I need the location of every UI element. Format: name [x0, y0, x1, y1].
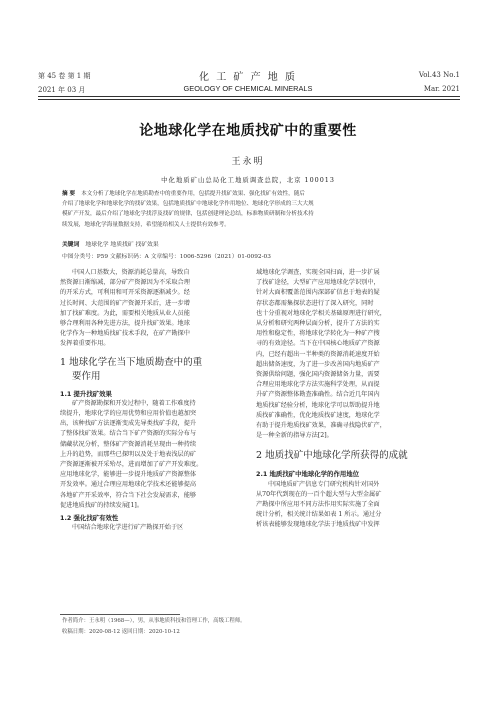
- paper-title: 论地球化学在地质找矿中的重要性: [139, 123, 357, 139]
- journal-volume: 第 45 卷 第 1 期: [38, 72, 91, 80]
- body-line: 产资源逐渐被开采殆尽，进而增加了矿产开发难度。: [60, 461, 203, 469]
- keywords-text: 地球化学 地质找矿 找矿效果: [85, 242, 159, 248]
- body-line: 寻的有效途径。当下在中国核心地质矿产资源: [256, 340, 380, 348]
- body-line: 上升的趋势，而那些已探明以及处于地表浅层的矿: [60, 450, 197, 458]
- body-line: 资源供给问题，强化国内资源储备力量，需要: [256, 371, 380, 379]
- right-column: [256, 268, 438, 531]
- subsection-heading-2-1: 2.1 地质找矿中地球化学的作用地位: [256, 470, 360, 479]
- journal-date-en: Mar. 2021: [423, 85, 460, 93]
- subsection-heading-1-2: 1.2 强化找矿有效性: [60, 514, 119, 523]
- body-line: 了找矿途径，大型矿产应用地球化学识别中，: [256, 279, 380, 287]
- body-line: 析该表能够发现地球化学法于地质找矿中发挥: [256, 521, 380, 529]
- body-line: 矿产资源勘探和开发过程中，随着工作难度持: [72, 399, 196, 407]
- body-line: 地质找矿经验分析，地球化学可以帮助提升地: [256, 401, 380, 409]
- section-heading-2: 2 地质找矿中地球化学所获得的成就: [256, 450, 408, 462]
- header-rule-thick: [38, 96, 460, 97]
- body-line: 是一种全新的指导方法[2]。: [256, 432, 333, 440]
- body-line: 统计分析，相关统计结果如表 1 所示。通过分: [256, 511, 382, 519]
- intro-line: 加了找矿难度。为此，需要相关地质从业人员能: [60, 309, 190, 317]
- header-rule-thin: [38, 99, 460, 100]
- body-line: 中国结合地球化学进行矿产勘探开始于区: [72, 524, 184, 532]
- footnote-author: 作者简介：王永明（1968—），男，从事地质科技和管理工作，高级工程师。: [62, 618, 246, 624]
- subsection-heading-1-1: 1.1 提升找矿效果: [60, 389, 112, 398]
- body-line: 开发效率。通过合理应用地球化学技术还能够提高: [60, 481, 197, 489]
- body-line: 应用地球化学，能够进一步提升地质矿产资源整体: [60, 471, 197, 479]
- body-line: 产勘探中所应用不同方法作用实际实施了全面: [256, 501, 380, 509]
- body-line: 超出储备速度，为了进一步改善国内地质矿产: [256, 360, 380, 368]
- body-line: 了整体找矿效果。结合当下矿产资源的实际分布与: [60, 430, 197, 438]
- abstract: [62, 189, 402, 230]
- journal-volume-en: Vol.43 No.1: [418, 71, 460, 79]
- body-line: 中国地质矿产信息专门研究机构针对国外: [268, 480, 380, 488]
- abstract-line: 续发展，地球化学海量数据支持，希望能给相关人士提供有效参考。: [62, 221, 230, 228]
- body-line: 内，已经有超出一半种类的资源消耗速度开始: [256, 350, 380, 358]
- body-line: 有助于提升地质找矿效果，准确寻找隐伏矿产，: [256, 422, 386, 430]
- author-affiliation: 中化地质矿山总局化工地质调查总院，北京 100013: [161, 176, 335, 184]
- body-line: 储藏状况分析，整体矿产资源消耗呈现由一种持续: [60, 440, 197, 448]
- body-line: 出，该种找矿方法逐渐变成先导类找矿手段，提升: [60, 420, 197, 428]
- intro-line: 发挥着重要作用。: [60, 340, 110, 348]
- body-line: 域地球化学调查，实现全国扫面，进一步扩展: [256, 269, 380, 276]
- classification-info: 中图分类号：P59 文献标识码：A 文章编号：1006-5296（2021）01-0092-03: [62, 254, 271, 260]
- body-line: 升矿产资源整体勘查准确性。结合近几年国内: [256, 391, 380, 399]
- intro-line: 中国人口基数大，资源消耗总量高，导致自: [72, 269, 190, 276]
- body-line: 续提升，地球化学的应用优势和应用价值也越加突: [60, 410, 197, 418]
- footnote-dates: 收稿日期：2020-08-12 返回日期：2020-10-12: [62, 629, 180, 635]
- footnote-rule: [60, 614, 180, 615]
- intro-line: 然资源日渐缩减，部分矿产资源因为不采取合理: [60, 279, 190, 287]
- intro-line: 过长时间、大范围的矿产资源开采后，进一步增: [60, 299, 190, 307]
- body-line: 从70年代到现在的一百个超大型与大型金属矿: [256, 490, 382, 498]
- body-line: 从分析和研究两种层面分析，提升了方法的实: [256, 320, 380, 328]
- body-line: 合理应用地球化学方法实施科学处理，从而提: [256, 381, 380, 389]
- body-line: 针对大面积覆盖范围内深部矿信息于地表的疑: [256, 289, 380, 297]
- author-name: 王永明: [231, 157, 265, 167]
- journal-name-cn: 化 工 矿 产 地 质: [199, 72, 297, 83]
- intro-line: 化学作为一种地质找矿技术手段，在矿产勘探中: [60, 330, 190, 338]
- keywords-label: 关键词: [62, 242, 80, 248]
- section-heading-1: 1 地球化学在当下地质勘查中的重: [60, 356, 203, 368]
- intro-line: 够合理利用各种先进方法，提升找矿效果。地球: [60, 320, 190, 328]
- body-line: 也十分重视对地球化学相关基础原理进行研究，: [256, 309, 386, 317]
- body-line: 存状态都需集探状态进行了深入研究，同时: [256, 299, 374, 307]
- abstract-label: 摘 要: [62, 191, 76, 197]
- left-column: [60, 268, 242, 533]
- body-line: 质找矿准确性，优化地质找矿速度，地球化学: [256, 411, 380, 419]
- keywords: [62, 239, 159, 248]
- abstract-line: 本文分析了地球化学在地质勘查中的重要作用，包括提升找矿效果、强化找矿有效性，随后: [81, 191, 305, 197]
- body-line: 各地矿产开采效率，符合当下社会发展需求，能够: [60, 491, 197, 499]
- section-heading-1-cont: 要作用: [72, 370, 101, 382]
- body-line: 促进地质找矿的持续发展[1]。: [60, 501, 144, 509]
- intro-line: 的开采方式，可利用和可开采资源逐渐减少。经: [60, 289, 190, 297]
- abstract-line: 模矿产开发，最后介绍了地球化学找浮及找矿的规律，包括创建理论总结，标准物质研制和分析技术持: [62, 211, 314, 218]
- abstract-line: 介绍了地球化学和地球化学的找矿效果，包括地质找矿中地球化学作用地位、地球化学形成的三大大规: [62, 201, 314, 208]
- journal-date: 2021 年 03 月: [38, 86, 86, 94]
- body-line: 用性和稳定性，将地球化学转化为一种矿产搜: [256, 330, 380, 338]
- journal-name-en: GEOLOGY OF CHEMICAL MINERALS: [183, 84, 313, 93]
